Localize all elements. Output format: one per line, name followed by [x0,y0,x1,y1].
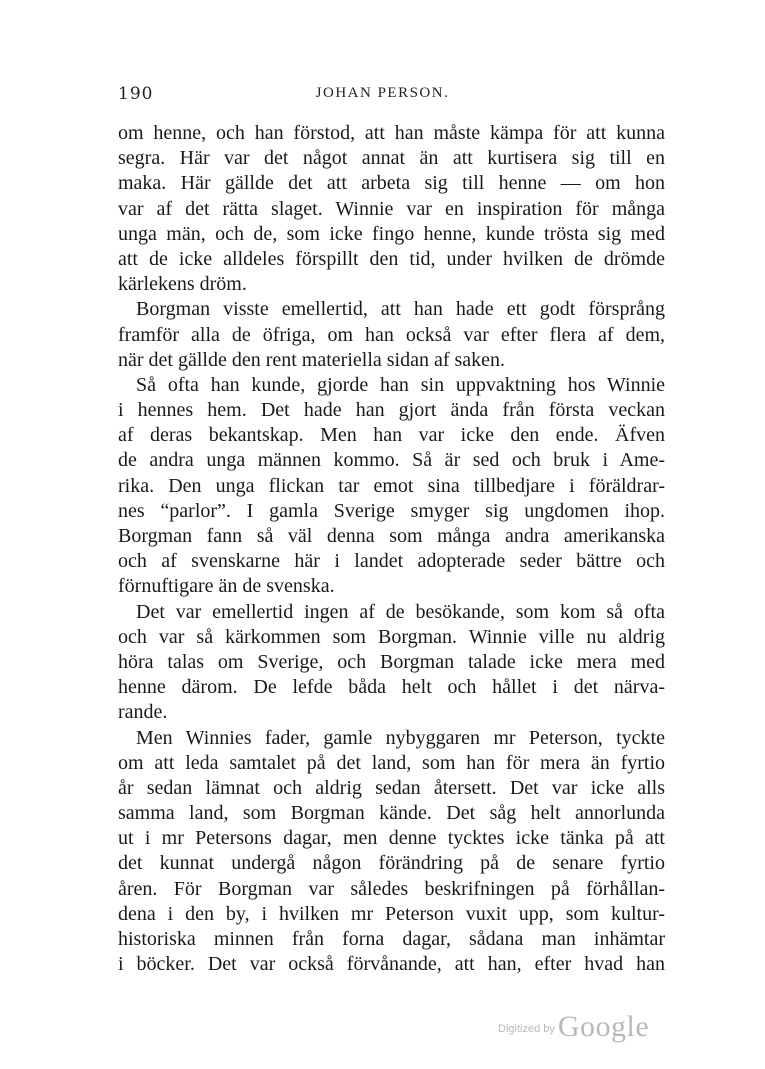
text-line: maka. Här gällde det att arbeta sig till henne — om hon [118,172,665,195]
text-line: segra. Här var det något annat än att kurtisera sig till en [118,147,665,170]
text-line: ut i mr Petersons dagar, men denne tycktes icke tänka på att [118,827,665,850]
text-line: och var så kärkommen som Borgman. Winnie ville nu aldrig [118,625,665,648]
body-text [118,121,665,977]
text-line: och af svenskarne här i landet adopterade seder bättre och [118,550,665,573]
text-line: henne därom. De lefde båda helt och hållet i det närva- [118,676,665,699]
page-number: 190 [118,84,154,104]
text-line: om henne, och han förstod, att han måste kämpa för att kunna [118,122,665,144]
text-line: rika. Den unga flickan tar emot sina tillbedjare i föräldrar- [118,474,665,497]
paragraph [118,600,665,726]
text-line: om att leda samtalet på det land, som han för mera än fyrtio [118,751,665,774]
text-line: Det var emellertid ingen af de besökande, som kom så ofta [136,600,665,623]
text-line: kärlekens dröm. [118,273,247,296]
paragraph [118,373,665,600]
text-line: höra talas om Sverige, och Borgman talade icke mera med [118,650,665,673]
digitization-watermark [498,1010,649,1044]
text-line: Så ofta han kunde, gjorde han sin uppvaktning hos Winnie [136,373,665,396]
text-line: när det gällde den rent materiella sidan af saken. [118,348,506,371]
text-line: nes “parlor”. I gamla Sverige smyger sig ungdomen ihop. [118,499,665,522]
text-line: de andra unga männen kommo. Så är sed och bruk i Ame- [118,449,665,472]
paragraph [118,297,665,373]
watermark-prefix: Digitized by [498,1023,555,1035]
text-line: Men Winnies fader, gamle nybyggaren mr Peterson, tyckte [136,726,665,749]
text-line: åren. För Borgman var således beskrifningen på förhållan- [118,877,665,900]
text-line: Borgman visste emellertid, att han hade ett godt försprång [136,298,665,321]
paragraph [118,726,665,978]
text-line: i böcker. Det var också förvånande, att han, efter hvad han [118,953,665,976]
text-line: samma land, som Borgman kände. Det såg helt annorlunda [118,802,665,825]
text-line: Borgman fann så väl denna som många andra amerikanska [118,525,665,547]
text-line: att de icke alldeles förspillt den tid, under hvilken de drömde [118,247,665,270]
text-line: det kunnat undergå någon förändring på de senare fyrtio [118,852,665,875]
paragraph [118,121,665,297]
text-line: af deras bekantskap. Men han var icke den ende. Äfven [118,424,665,447]
text-line: framför alla de öfriga, om han också var efter flera af dem, [118,323,665,346]
text-line: rande. [118,701,168,724]
text-line: år sedan lämnat och aldrig sedan återsett. Det var icke alls [118,776,665,799]
text-line: dena i den by, i hvilken mr Peterson vuxit upp, som kultur- [118,902,665,925]
text-line: var af det rätta slaget. Winnie var en inspiration för många [118,197,665,220]
text-line: historiska minnen från forna dagar, sådana man inhämtar [118,928,665,950]
text-line: i hennes hem. Det hade han gjort ända från första veckan [118,399,665,422]
text-line: förnuftigare än de svenska. [118,575,335,598]
watermark-brand: Google [557,1010,650,1043]
text-line: unga män, och de, som icke fingo henne, kunde trösta sig med [118,222,665,245]
running-head: JOHAN PERSON. [315,85,450,101]
